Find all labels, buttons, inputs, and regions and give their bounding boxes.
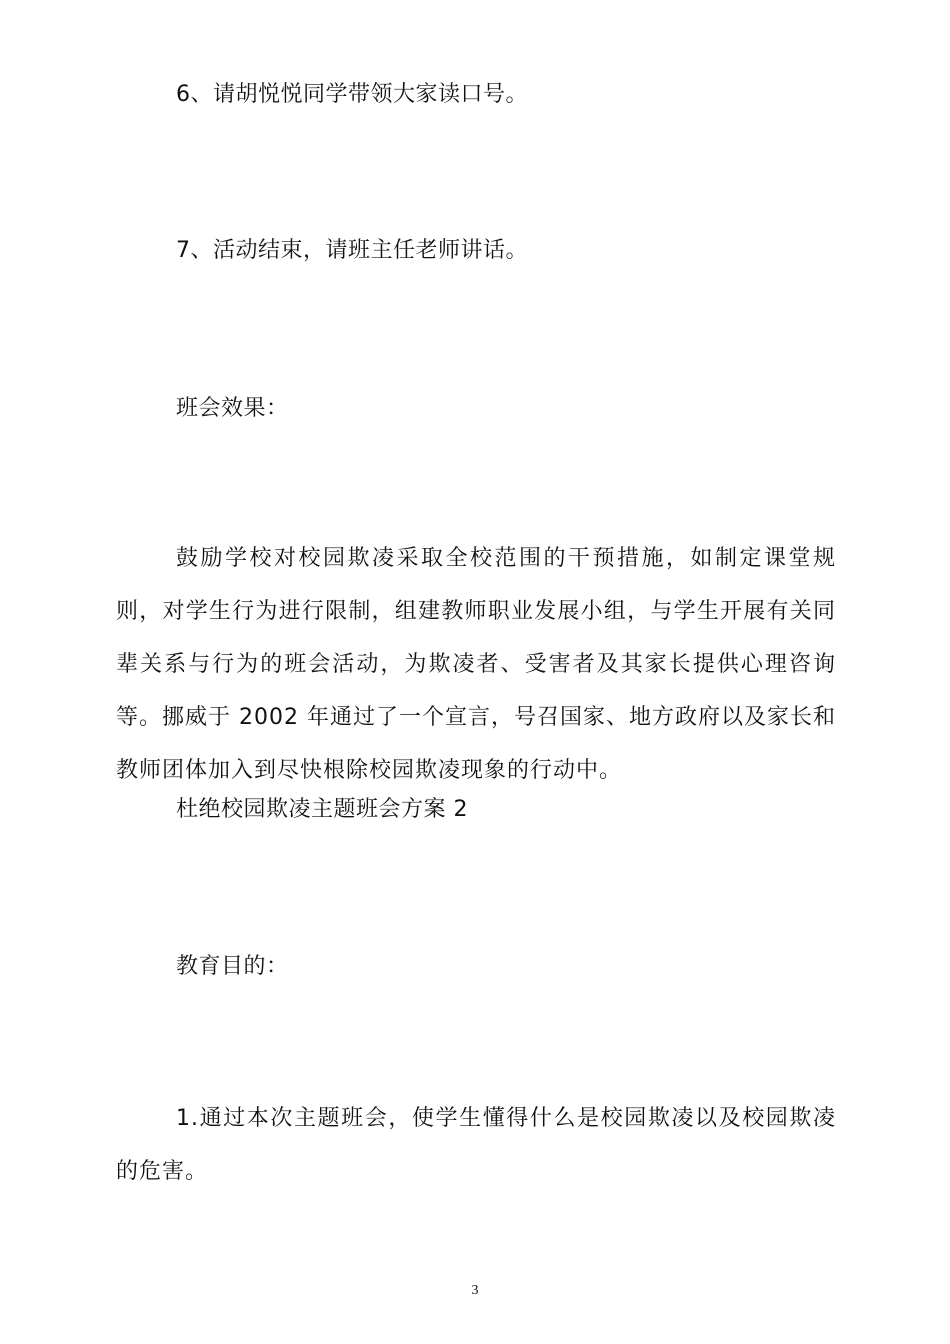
effect-paragraph: 鼓励学校对校园欺凌采取全校范围的干预措施，如制定课堂规则，对学生行为进行限制，组建教师职业发展小组，与学生开展有关同辈关系与行为的班会活动，为欺凌者、受害者及其家长提供心理咨询等。挪威于 2002 年通过了一个宣言，号召国家、地方政府以及家长和教师团体加入到尽快根除校园欺凌现象的行动中。 bbox=[116, 546, 836, 783]
section-heading-goal: 教育目的： bbox=[176, 954, 289, 979]
section-heading-effect: 班会效果： bbox=[176, 396, 289, 421]
page-number: 3 bbox=[471, 1283, 479, 1298]
plan-title: 杜绝校园欺凌主题班会方案 2 bbox=[176, 797, 468, 822]
goal-item-1: 1.通过本次主题班会，使学生懂得什么是校园欺凌以及校园欺凌的危害。 bbox=[116, 1106, 836, 1184]
list-item-6: 6、请胡悦悦同学带领大家读口号。 bbox=[176, 82, 528, 107]
list-item-7: 7、活动结束，请班主任老师讲话。 bbox=[176, 238, 528, 263]
